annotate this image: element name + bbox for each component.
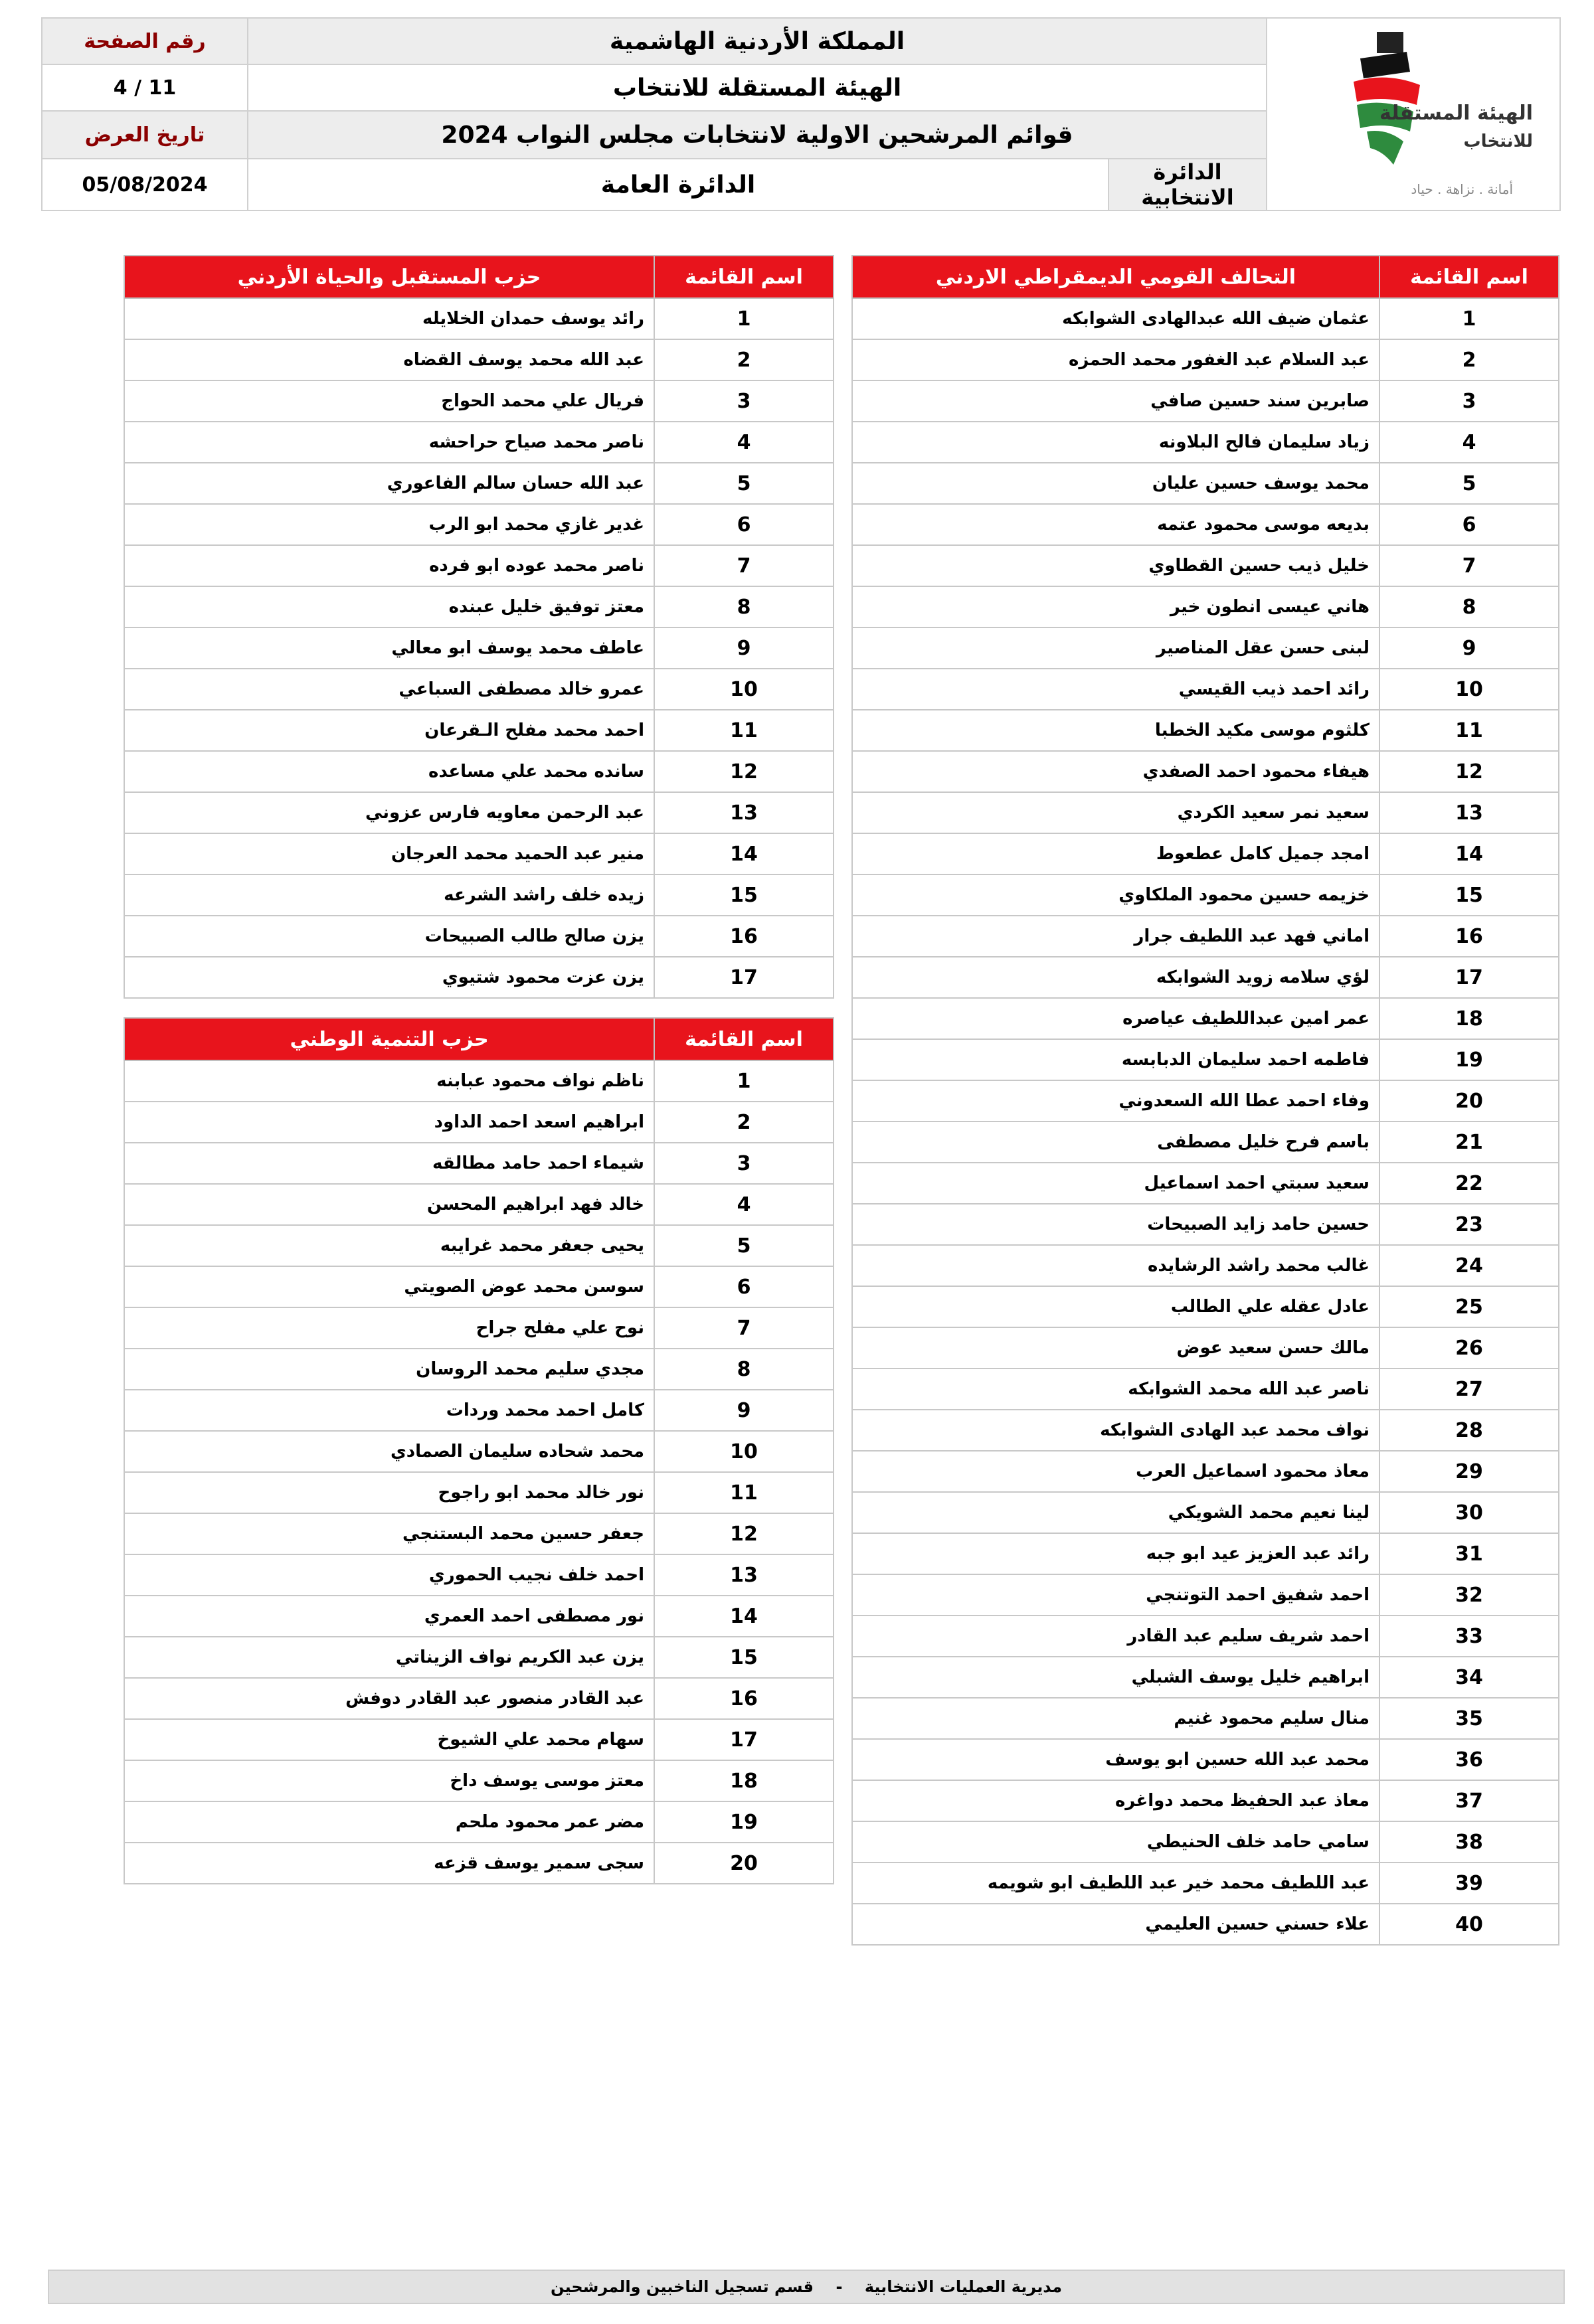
candidate-name: منير عبد الحميد محمد العرجان <box>124 833 654 874</box>
candidate-name: رائد يوسف حمدان الخلايله <box>124 298 654 339</box>
candidate-number: 14 <box>654 833 834 874</box>
candidate-name: رائد عبد العزيز عيد ابو جبه <box>852 1533 1379 1574</box>
candidate-name: خزيمه حسين محمود الملكاوي <box>852 874 1379 916</box>
table-row <box>124 586 834 627</box>
candidate-name: محمد يوسف حسين عليان <box>852 463 1379 504</box>
candidate-number: 2 <box>1379 339 1559 380</box>
candidate-name: نور خالد محمد ابو راجوح <box>124 1472 654 1513</box>
logo-emblem-icon <box>1347 32 1427 165</box>
candidate-name: معتز توفيق خليل عبنده <box>124 586 654 627</box>
candidate-name: ابراهيم خليل يوسف الشبلي <box>852 1657 1379 1698</box>
table-row <box>124 627 834 669</box>
candidate-name: عبد اللطيف محمد خير عبد اللطيف ابو شويمه <box>852 1863 1379 1904</box>
table-row <box>852 1698 1559 1739</box>
table-row <box>852 339 1559 380</box>
table-row <box>852 1904 1559 1945</box>
table-row <box>852 1121 1559 1163</box>
candidate-name: سانده محمد علي مساعده <box>124 751 654 792</box>
table-row <box>852 669 1559 710</box>
table-row <box>124 1801 834 1843</box>
candidate-number: 3 <box>1379 380 1559 422</box>
list-label-header: اسم القائمة <box>654 256 834 298</box>
candidate-name: هيفاء محمود احمد الصفدي <box>852 751 1379 792</box>
candidate-name: سهام محمد علي الشيوخ <box>124 1719 654 1760</box>
candidate-number: 23 <box>1379 1204 1559 1245</box>
candidate-name: خالد فهد ابراهيم المحسن <box>124 1184 654 1225</box>
candidate-number: 33 <box>1379 1616 1559 1657</box>
candidate-number: 7 <box>1379 545 1559 586</box>
candidate-name: يزن صالح طالب الصبيحات <box>124 916 654 957</box>
page-number-label: رقم الصفحة <box>42 18 248 64</box>
candidate-name: سوسن محمد عوض الصويتي <box>124 1266 654 1307</box>
candidate-number: 10 <box>1379 669 1559 710</box>
candidate-name: فاطمه احمد سليمان الدبابسه <box>852 1039 1379 1080</box>
candidate-number: 17 <box>654 957 834 998</box>
candidate-name: يحيى جعفر محمد غرايبه <box>124 1225 654 1266</box>
candidate-name: وفاء احمد عطا الله السعدوني <box>852 1080 1379 1121</box>
candidate-number: 1 <box>654 298 834 339</box>
table-row <box>852 1739 1559 1780</box>
table-row <box>124 874 834 916</box>
candidate-name: ناصر عبد الله محمد الشوابكه <box>852 1369 1379 1410</box>
candidate-name: احمد خلف نجيب الحموري <box>124 1554 654 1596</box>
candidate-name: سجى سمير يوسف قزعه <box>124 1843 654 1884</box>
table-row <box>852 833 1559 874</box>
candidate-number: 34 <box>1379 1657 1559 1698</box>
table-row <box>124 1102 834 1143</box>
candidate-number: 19 <box>654 1801 834 1843</box>
list-label-header: اسم القائمة <box>654 1018 834 1060</box>
candidate-number: 2 <box>654 339 834 380</box>
candidate-name: مضر عمر محمود ملحم <box>124 1801 654 1843</box>
candidate-number: 4 <box>1379 422 1559 463</box>
candidate-number: 3 <box>654 380 834 422</box>
table-row <box>124 1225 834 1266</box>
candidate-name: مالك حسن سعيد عوض <box>852 1327 1379 1369</box>
candidate-name: سعيد نمر سعيد الكردي <box>852 792 1379 833</box>
table-row <box>124 1596 834 1637</box>
table-row <box>852 1863 1559 1904</box>
candidate-number: 29 <box>1379 1451 1559 1492</box>
candidate-number: 13 <box>1379 792 1559 833</box>
table-row <box>124 1390 834 1431</box>
table-row <box>124 957 834 998</box>
candidate-name: زياد سليمان فالح البلاونه <box>852 422 1379 463</box>
candidate-number: 10 <box>654 669 834 710</box>
candidate-number: 8 <box>654 1349 834 1390</box>
candidate-number: 11 <box>1379 710 1559 751</box>
display-date-value: 05/08/2024 <box>42 159 248 210</box>
candidate-name: بديعه موسى محمود عتمه <box>852 504 1379 545</box>
list-label-header: اسم القائمة <box>1379 256 1559 298</box>
candidate-number: 37 <box>1379 1780 1559 1821</box>
candidate-number: 15 <box>1379 874 1559 916</box>
table-row <box>852 422 1559 463</box>
candidate-number: 28 <box>1379 1410 1559 1451</box>
candidate-number: 13 <box>654 792 834 833</box>
candidate-name: احمد محمد مفلح الـقرعان <box>124 710 654 751</box>
candidate-name: عثمان ضيف الله عبدالهادى الشوابكه <box>852 298 1379 339</box>
candidate-number: 6 <box>1379 504 1559 545</box>
table-row <box>852 1039 1559 1080</box>
candidate-number: 15 <box>654 1637 834 1678</box>
candidate-number: 27 <box>1379 1369 1559 1410</box>
candidate-number: 38 <box>1379 1821 1559 1863</box>
candidate-number: 4 <box>654 422 834 463</box>
candidate-name: هاني عيسى انطون خير <box>852 586 1379 627</box>
candidate-name: سامي حامد خلف الحنيطي <box>852 1821 1379 1863</box>
candidate-number: 11 <box>654 1472 834 1513</box>
table-row <box>852 1533 1559 1574</box>
table-row <box>124 1143 834 1184</box>
candidate-number: 8 <box>1379 586 1559 627</box>
candidate-name: عمرو خالد مصطفى السباعي <box>124 669 654 710</box>
candidate-name: باسم فرح خليل مصطفى <box>852 1121 1379 1163</box>
table-row <box>124 1266 834 1307</box>
candidate-name: عاطف محمد يوسف ابو معالي <box>124 627 654 669</box>
candidate-number: 18 <box>654 1760 834 1801</box>
table-row <box>852 463 1559 504</box>
candidate-number: 24 <box>1379 1245 1559 1286</box>
table-row <box>852 1410 1559 1451</box>
candidate-name: محمد عبد الله حسين ابو يوسف <box>852 1739 1379 1780</box>
candidate-number: 5 <box>654 463 834 504</box>
table-row <box>852 586 1559 627</box>
candidate-number: 18 <box>1379 998 1559 1039</box>
candidate-number: 20 <box>1379 1080 1559 1121</box>
candidate-number: 6 <box>654 1266 834 1307</box>
district-label: الدائرة الانتخابية <box>1108 159 1267 210</box>
candidate-name: لينا نعيم محمد الشويكي <box>852 1492 1379 1533</box>
table-row <box>124 339 834 380</box>
list-table-mustaqbal <box>124 255 834 999</box>
candidate-name: مجدي سليم محمد الروسان <box>124 1349 654 1390</box>
table-row <box>852 1492 1559 1533</box>
candidate-name: محمد شحاده سليمان الصمادي <box>124 1431 654 1472</box>
candidate-name: جعفر حسين محمد البستنجي <box>124 1513 654 1554</box>
candidate-number: 1 <box>1379 298 1559 339</box>
table-row <box>852 998 1559 1039</box>
candidate-name: منال سليم محمود غنيم <box>852 1698 1379 1739</box>
logo-line1: الهيئة المستقلة <box>1379 102 1533 125</box>
candidate-name: معاذ عبد الحفيظ محمد دواغره <box>852 1780 1379 1821</box>
candidate-number: 20 <box>654 1843 834 1884</box>
table-row <box>852 1286 1559 1327</box>
candidate-name: سعيد سبتي احمد اسماعيل <box>852 1163 1379 1204</box>
display-date-label: تاريخ العرض <box>42 111 248 159</box>
candidate-name: يزن عبد الكريم نواف الزيناتي <box>124 1637 654 1678</box>
table-row <box>124 710 834 751</box>
candidate-number: 3 <box>654 1143 834 1184</box>
candidate-name: عادل عقله علي الطالب <box>852 1286 1379 1327</box>
commission-logo <box>1267 18 1560 210</box>
list-name-header: حزب المستقبل والحياة الأردني <box>124 256 654 298</box>
table-row <box>852 1574 1559 1616</box>
table-row <box>124 1349 834 1390</box>
candidate-number: 8 <box>654 586 834 627</box>
candidate-name: نواف محمد عبد الهادى الشوابكه <box>852 1410 1379 1451</box>
candidate-name: عمر امين عبداللطيف عياصره <box>852 998 1379 1039</box>
table-row <box>124 1760 834 1801</box>
table-row <box>852 1204 1559 1245</box>
candidate-name: عبد الله حسان سالم الفاعوري <box>124 463 654 504</box>
table-row <box>124 1184 834 1225</box>
candidate-name: معتز موسى يوسف داخ <box>124 1760 654 1801</box>
table-row <box>124 1513 834 1554</box>
district-value: الدائرة العامة <box>248 159 1108 210</box>
table-row <box>852 710 1559 751</box>
table-row <box>124 751 834 792</box>
table-row <box>852 1245 1559 1286</box>
table-row <box>124 1678 834 1719</box>
candidate-number: 11 <box>654 710 834 751</box>
candidate-number: 14 <box>1379 833 1559 874</box>
logo-slogan: أمانة . نزاهة . حياد <box>1411 181 1513 197</box>
table-row <box>124 1472 834 1513</box>
candidate-name: ناصر محمد صياح حراحشه <box>124 422 654 463</box>
table-row <box>124 380 834 422</box>
table-row <box>124 1843 834 1884</box>
candidate-number: 26 <box>1379 1327 1559 1369</box>
candidate-number: 2 <box>654 1102 834 1143</box>
table-row <box>852 298 1559 339</box>
candidate-number: 39 <box>1379 1863 1559 1904</box>
table-row <box>124 298 834 339</box>
candidate-name: اماني فهد عبد اللطيف جرار <box>852 916 1379 957</box>
page-header <box>41 17 1561 211</box>
candidate-number: 5 <box>1379 463 1559 504</box>
table-row <box>852 1327 1559 1369</box>
page-number-value: 4 / 11 <box>42 64 248 111</box>
table-row <box>852 1163 1559 1204</box>
table-row <box>852 1821 1559 1863</box>
candidate-number: 5 <box>654 1225 834 1266</box>
candidate-number: 12 <box>1379 751 1559 792</box>
candidate-name: خليل ذيب حسين القطاوي <box>852 545 1379 586</box>
candidate-number: 7 <box>654 1307 834 1349</box>
table-row <box>124 463 834 504</box>
candidate-number: 36 <box>1379 1739 1559 1780</box>
logo-line2: للانتخاب <box>1463 131 1533 151</box>
candidate-name: نور مصطفى احمد العمري <box>124 1596 654 1637</box>
candidate-number: 4 <box>654 1184 834 1225</box>
table-row <box>852 627 1559 669</box>
list-name-header: التحالف القومي الديمقراطي الاردني <box>852 256 1379 298</box>
candidate-name: عبد الله محمد يوسف القضاه <box>124 339 654 380</box>
candidate-number: 14 <box>654 1596 834 1637</box>
candidate-number: 6 <box>654 504 834 545</box>
candidate-name: ناصر محمد عوده ابو فرده <box>124 545 654 586</box>
table-row <box>852 751 1559 792</box>
candidate-name: كلثوم موسى مكيد الخطبا <box>852 710 1379 751</box>
table-row <box>124 833 834 874</box>
list-name-header: حزب التنمية الوطني <box>124 1018 654 1060</box>
table-row <box>124 792 834 833</box>
candidate-number: 30 <box>1379 1492 1559 1533</box>
candidate-number: 40 <box>1379 1904 1559 1945</box>
candidate-number: 12 <box>654 751 834 792</box>
candidate-number: 22 <box>1379 1163 1559 1204</box>
candidate-name: عبد الرحمن معاويه فارس عزوني <box>124 792 654 833</box>
candidate-name: شيماء احمد حامد مطالقه <box>124 1143 654 1184</box>
table-row <box>852 1451 1559 1492</box>
candidate-name: فريال علي محمد الحواج <box>124 380 654 422</box>
table-row <box>124 1431 834 1472</box>
candidate-name: زيده خلف راشد الشرعه <box>124 874 654 916</box>
table-row <box>124 504 834 545</box>
page-footer <box>48 2270 1565 2304</box>
candidate-name: غالب محمد راشد الرشايده <box>852 1245 1379 1286</box>
table-row <box>852 504 1559 545</box>
candidate-name: معاذ محمود اسماعيل العرب <box>852 1451 1379 1492</box>
candidate-number: 16 <box>654 916 834 957</box>
candidate-name: يزن عزت محمود شتيوي <box>124 957 654 998</box>
candidate-number: 25 <box>1379 1286 1559 1327</box>
candidate-name: غدير غازي محمد ابو الرب <box>124 504 654 545</box>
candidate-name: امجد جميل كامل عطعوط <box>852 833 1379 874</box>
candidate-number: 31 <box>1379 1533 1559 1574</box>
candidate-number: 16 <box>1379 916 1559 957</box>
candidate-name: ابراهيم اسعد احمد الداود <box>124 1102 654 1143</box>
candidate-number: 35 <box>1379 1698 1559 1739</box>
candidate-name: احمد شريف سليم عبد القادر <box>852 1616 1379 1657</box>
candidate-name: صابرين سند حسين صافي <box>852 380 1379 422</box>
candidate-number: 17 <box>1379 957 1559 998</box>
candidate-number: 19 <box>1379 1039 1559 1080</box>
table-row <box>852 1080 1559 1121</box>
candidate-name: عبد السلام عبد الغفور محمد الحمزه <box>852 339 1379 380</box>
candidate-number: 12 <box>654 1513 834 1554</box>
table-row <box>124 1637 834 1678</box>
list-table-tanmiya <box>124 1017 834 1884</box>
candidate-name: عبد القادر منصور عبد القادر دوفش <box>124 1678 654 1719</box>
candidate-name: احمد شفيق احمد التوتنجي <box>852 1574 1379 1616</box>
candidate-name: ناظم نواف محمود عبابنه <box>124 1060 654 1102</box>
table-row <box>852 957 1559 998</box>
candidate-number: 9 <box>654 1390 834 1431</box>
table-row <box>852 1780 1559 1821</box>
table-row <box>852 1369 1559 1410</box>
candidate-number: 9 <box>654 627 834 669</box>
candidate-name: لبنى حسن عقل المناصير <box>852 627 1379 669</box>
list-title: قوائم المرشحين الاولية لانتخابات مجلس النواب 2024 <box>248 111 1267 159</box>
candidate-number: 17 <box>654 1719 834 1760</box>
table-row <box>852 874 1559 916</box>
table-row <box>124 916 834 957</box>
candidate-name: كامل احمد محمد وردات <box>124 1390 654 1431</box>
candidate-number: 15 <box>654 874 834 916</box>
candidate-name: لؤي سلامه زويد الشوابكه <box>852 957 1379 998</box>
candidate-number: 16 <box>654 1678 834 1719</box>
candidate-number: 32 <box>1379 1574 1559 1616</box>
candidate-number: 1 <box>654 1060 834 1102</box>
footer-separator: - <box>836 2278 843 2296</box>
table-row <box>124 422 834 463</box>
candidate-number: 10 <box>654 1431 834 1472</box>
candidate-name: رائد احمد ذيب القيسي <box>852 669 1379 710</box>
table-row <box>124 1554 834 1596</box>
list-table-tahaluf <box>851 255 1559 1946</box>
candidate-name: حسين حامد زايد الصبيحات <box>852 1204 1379 1245</box>
table-row <box>124 1719 834 1760</box>
table-row <box>852 792 1559 833</box>
table-row <box>124 669 834 710</box>
candidate-name: نوح علي مفلح جراح <box>124 1307 654 1349</box>
table-row <box>852 1657 1559 1698</box>
commission-title: الهيئة المستقلة للانتخاب <box>248 64 1267 111</box>
footer-directorate: مديرية العمليات الانتخابية <box>864 2278 1062 2296</box>
table-row <box>124 545 834 586</box>
kingdom-title: المملكة الأردنية الهاشمية <box>248 18 1267 64</box>
table-row <box>124 1307 834 1349</box>
candidate-number: 9 <box>1379 627 1559 669</box>
candidate-number: 7 <box>654 545 834 586</box>
table-row <box>852 1616 1559 1657</box>
candidate-number: 13 <box>654 1554 834 1596</box>
table-row <box>852 380 1559 422</box>
candidate-number: 21 <box>1379 1121 1559 1163</box>
candidate-name: علاء حسني حسين العليمي <box>852 1904 1379 1945</box>
table-row <box>124 1060 834 1102</box>
table-row <box>852 916 1559 957</box>
footer-section: قسم تسجيل الناخبين والمرشحين <box>551 2278 814 2296</box>
table-row <box>852 545 1559 586</box>
